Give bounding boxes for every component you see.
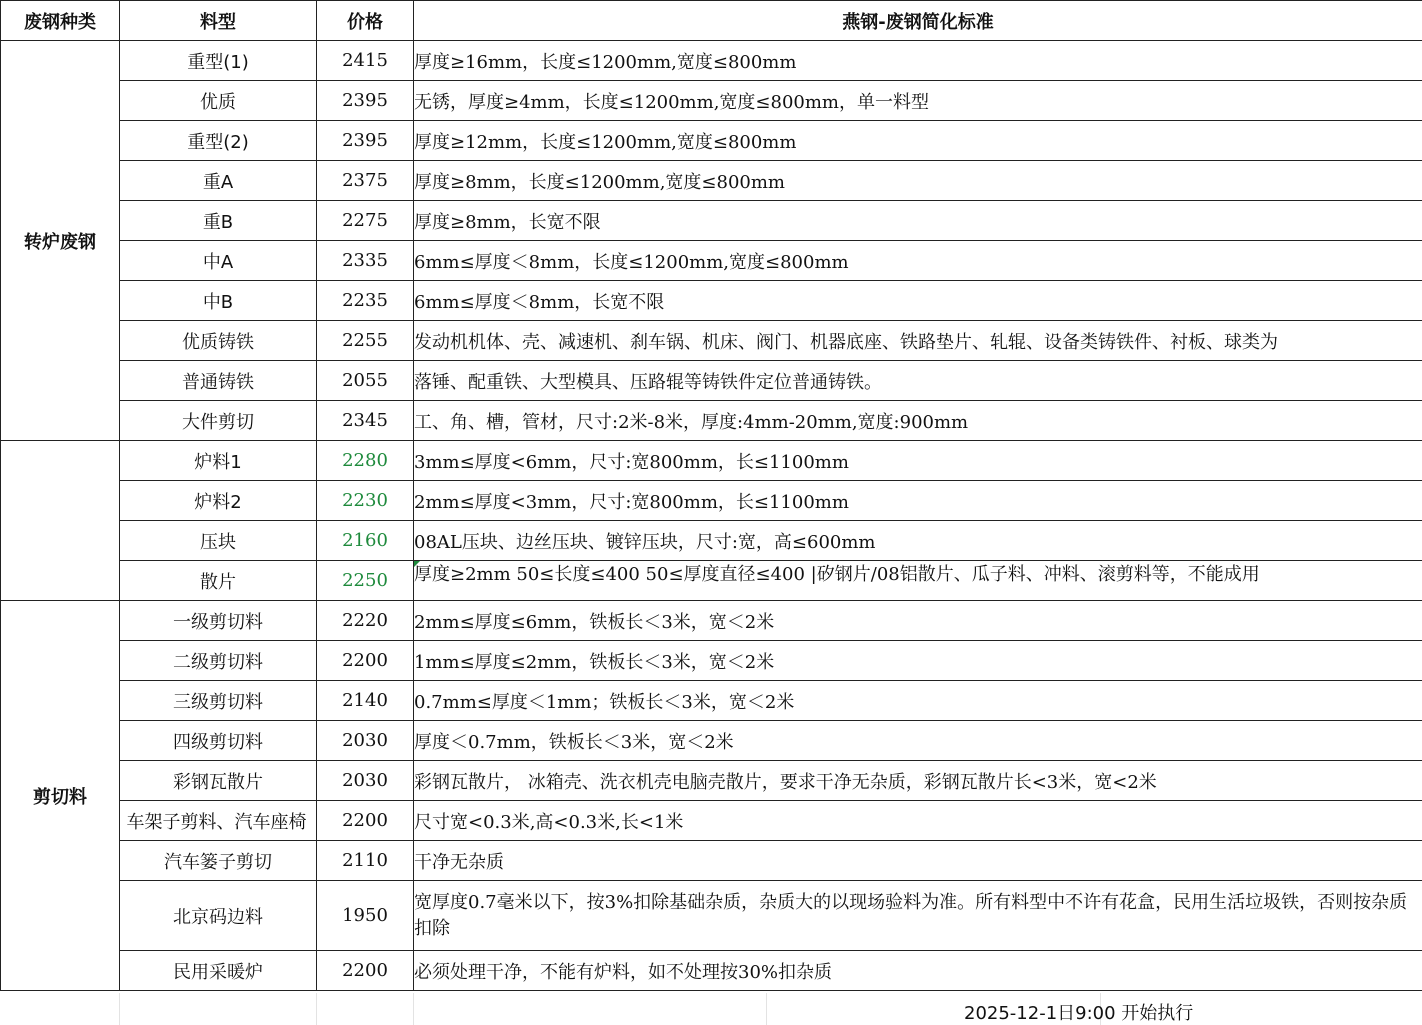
table-row: [1, 721, 1422, 761]
type-cell: 二级剪切料: [120, 641, 317, 681]
price-cell: 2200: [317, 951, 414, 991]
effective-date-text: 2025-12-1日9:00 开始执行: [964, 1003, 1194, 1024]
price-cell: 2345: [317, 401, 414, 441]
standard-cell: 落锤、配重铁、大型模具、压路辊等铸铁件定位普通铸铁。: [414, 361, 1422, 401]
standard-cell: 宽厚度0.7毫米以下，按3%扣除基础杂质，杂质大的以现场验料为准。所有料型中不许有花盒，民用生活垃圾铁，否则按杂质扣除: [414, 881, 1422, 951]
table-row: [1, 321, 1422, 361]
type-cell: 炉料2: [120, 481, 317, 521]
green-triangle-marker: [414, 561, 420, 567]
price-cell: 2220: [317, 601, 414, 641]
standard-cell: 厚度≥2mm 50≤长度≤400 50≤厚度直径≤400 |矽钢片/08铝散片、瓜子料、冲料、滚剪料等，不能成用: [414, 561, 1422, 601]
header-category: 废钢种类: [1, 1, 120, 41]
type-cell: 优质: [120, 81, 317, 121]
standard-cell: 厚度≥8mm，长度≤1200mm,宽度≤800mm: [414, 161, 1422, 201]
price-cell: 2160: [317, 521, 414, 561]
price-cell: 2055: [317, 361, 414, 401]
table-row: [1, 761, 1422, 801]
category-cell-furnace: [1, 441, 120, 601]
price-cell: 2230: [317, 481, 414, 521]
type-label-clipped: 车架子剪料、汽车座椅: [126, 811, 307, 833]
price-cell: 2415: [317, 41, 414, 81]
price-cell: 2255: [317, 321, 414, 361]
footer-row: [0, 993, 1422, 1025]
table-row: [1, 81, 1422, 121]
table-row: [1, 441, 1422, 481]
price-cell: 2030: [317, 761, 414, 801]
standard-cell: 2mm≤厚度≤6mm，铁板长＜3米，宽＜2米: [414, 601, 1422, 641]
table-row: [1, 401, 1422, 441]
price-cell: 1950: [317, 881, 414, 951]
table-row: [1, 521, 1422, 561]
type-cell: 重B: [120, 201, 317, 241]
table-row: [1, 201, 1422, 241]
standard-cell: 干净无杂质: [414, 841, 1422, 881]
standard-cell: 6mm≤厚度＜8mm，长宽不限: [414, 281, 1422, 321]
table-row: [1, 881, 1422, 951]
price-cell: 2280: [317, 441, 414, 481]
table-row: [1, 681, 1422, 721]
type-cell: 大件剪切: [120, 401, 317, 441]
price-cell: 2375: [317, 161, 414, 201]
gridline: [413, 993, 414, 1025]
standard-cell: 3mm≤厚度<6mm，尺寸:宽800mm，长≤1100mm: [414, 441, 1422, 481]
table-row: [1, 281, 1422, 321]
standard-cell: 厚度＜0.7mm，铁板长＜3米，宽＜2米: [414, 721, 1422, 761]
standard-cell: 厚度≥16mm，长度≤1200mm,宽度≤800mm: [414, 41, 1422, 81]
table-row: [1, 601, 1422, 641]
gridline: [766, 993, 767, 1025]
type-cell: 优质铸铁: [120, 321, 317, 361]
price-cell: 2030: [317, 721, 414, 761]
price-cell: 2200: [317, 801, 414, 841]
price-cell: 2395: [317, 121, 414, 161]
standard-cell: 厚度≥8mm，长宽不限: [414, 201, 1422, 241]
type-cell: 重型(1): [120, 41, 317, 81]
gridline: [119, 993, 120, 1025]
price-cell: 2235: [317, 281, 414, 321]
header-price: 价格: [317, 1, 414, 41]
price-cell: 2250: [317, 561, 414, 601]
price-cell: 2200: [317, 641, 414, 681]
type-cell: 汽车篓子剪切: [120, 841, 317, 881]
category-cell-converter: 转炉废钢: [1, 41, 120, 441]
type-cell: 三级剪切料: [120, 681, 317, 721]
type-cell: 重型(2): [120, 121, 317, 161]
type-cell: 一级剪切料: [120, 601, 317, 641]
type-cell: 普通铸铁: [120, 361, 317, 401]
standard-cell: 工、角、槽，管材，尺寸:2米-8米，厚度:4mm-20mm,宽度:900mm: [414, 401, 1422, 441]
type-cell: 四级剪切料: [120, 721, 317, 761]
table-row: [1, 41, 1422, 81]
type-cell: 中A: [120, 241, 317, 281]
standard-cell: 厚度≥12mm，长度≤1200mm,宽度≤800mm: [414, 121, 1422, 161]
table-row: [1, 641, 1422, 681]
price-cell: 2140: [317, 681, 414, 721]
standard-cell: 0.7mm≤厚度＜1mm；铁板长＜3米，宽＜2米: [414, 681, 1422, 721]
standard-cell: 必须处理干净，不能有炉料，如不处理按30%扣杂质: [414, 951, 1422, 991]
type-cell: 压块: [120, 521, 317, 561]
standard-cell: 2mm≤厚度<3mm，尺寸:宽800mm，长≤1100mm: [414, 481, 1422, 521]
type-cell: 散片: [120, 561, 317, 601]
standard-cell: 08AL压块、边丝压块、镀锌压块，尺寸:宽，高≤600mm: [414, 521, 1422, 561]
header-standard: 燕钢-废钢简化标准: [414, 1, 1422, 41]
category-cell-shearing: 剪切料: [1, 601, 120, 991]
price-cell: 2395: [317, 81, 414, 121]
table-row: [1, 951, 1422, 991]
type-cell: 彩钢瓦散片: [120, 761, 317, 801]
standard-cell: 彩钢瓦散片， 冰箱壳、洗衣机壳电脑壳散片，要求干净无杂质，彩钢瓦散片长<3米，宽<2米: [414, 761, 1422, 801]
price-cell: 2275: [317, 201, 414, 241]
table-row: [1, 161, 1422, 201]
standard-cell: 1mm≤厚度≤2mm，铁板长＜3米，宽＜2米: [414, 641, 1422, 681]
type-cell: 重A: [120, 161, 317, 201]
standard-cell: 尺寸宽<0.3米,高<0.3米,长<1米: [414, 801, 1422, 841]
type-cell: 中B: [120, 281, 317, 321]
price-cell: 2110: [317, 841, 414, 881]
table-row: [1, 841, 1422, 881]
type-cell: 北京码边料: [120, 881, 317, 951]
type-cell: 炉料1: [120, 441, 317, 481]
table-row: [1, 561, 1422, 601]
type-cell: 民用采暖炉: [120, 951, 317, 991]
gridline: [316, 993, 317, 1025]
standard-cell: 无锈，厚度≥4mm，长度≤1200mm,宽度≤800mm，单一料型: [414, 81, 1422, 121]
table-row: [1, 481, 1422, 521]
table-row: [1, 801, 1422, 841]
table-row: [1, 121, 1422, 161]
standard-cell: 6mm≤厚度＜8mm，长度≤1200mm,宽度≤800mm: [414, 241, 1422, 281]
price-cell: 2335: [317, 241, 414, 281]
type-cell: [120, 801, 317, 841]
standard-cell: 发动机机体、壳、减速机、刹车锅、机床、阀门、机器底座、铁路垫片、轧辊、设备类铸铁件、衬板、球类为: [414, 321, 1422, 361]
table-row: [1, 241, 1422, 281]
header-type: 料型: [120, 1, 317, 41]
table-row: [1, 361, 1422, 401]
